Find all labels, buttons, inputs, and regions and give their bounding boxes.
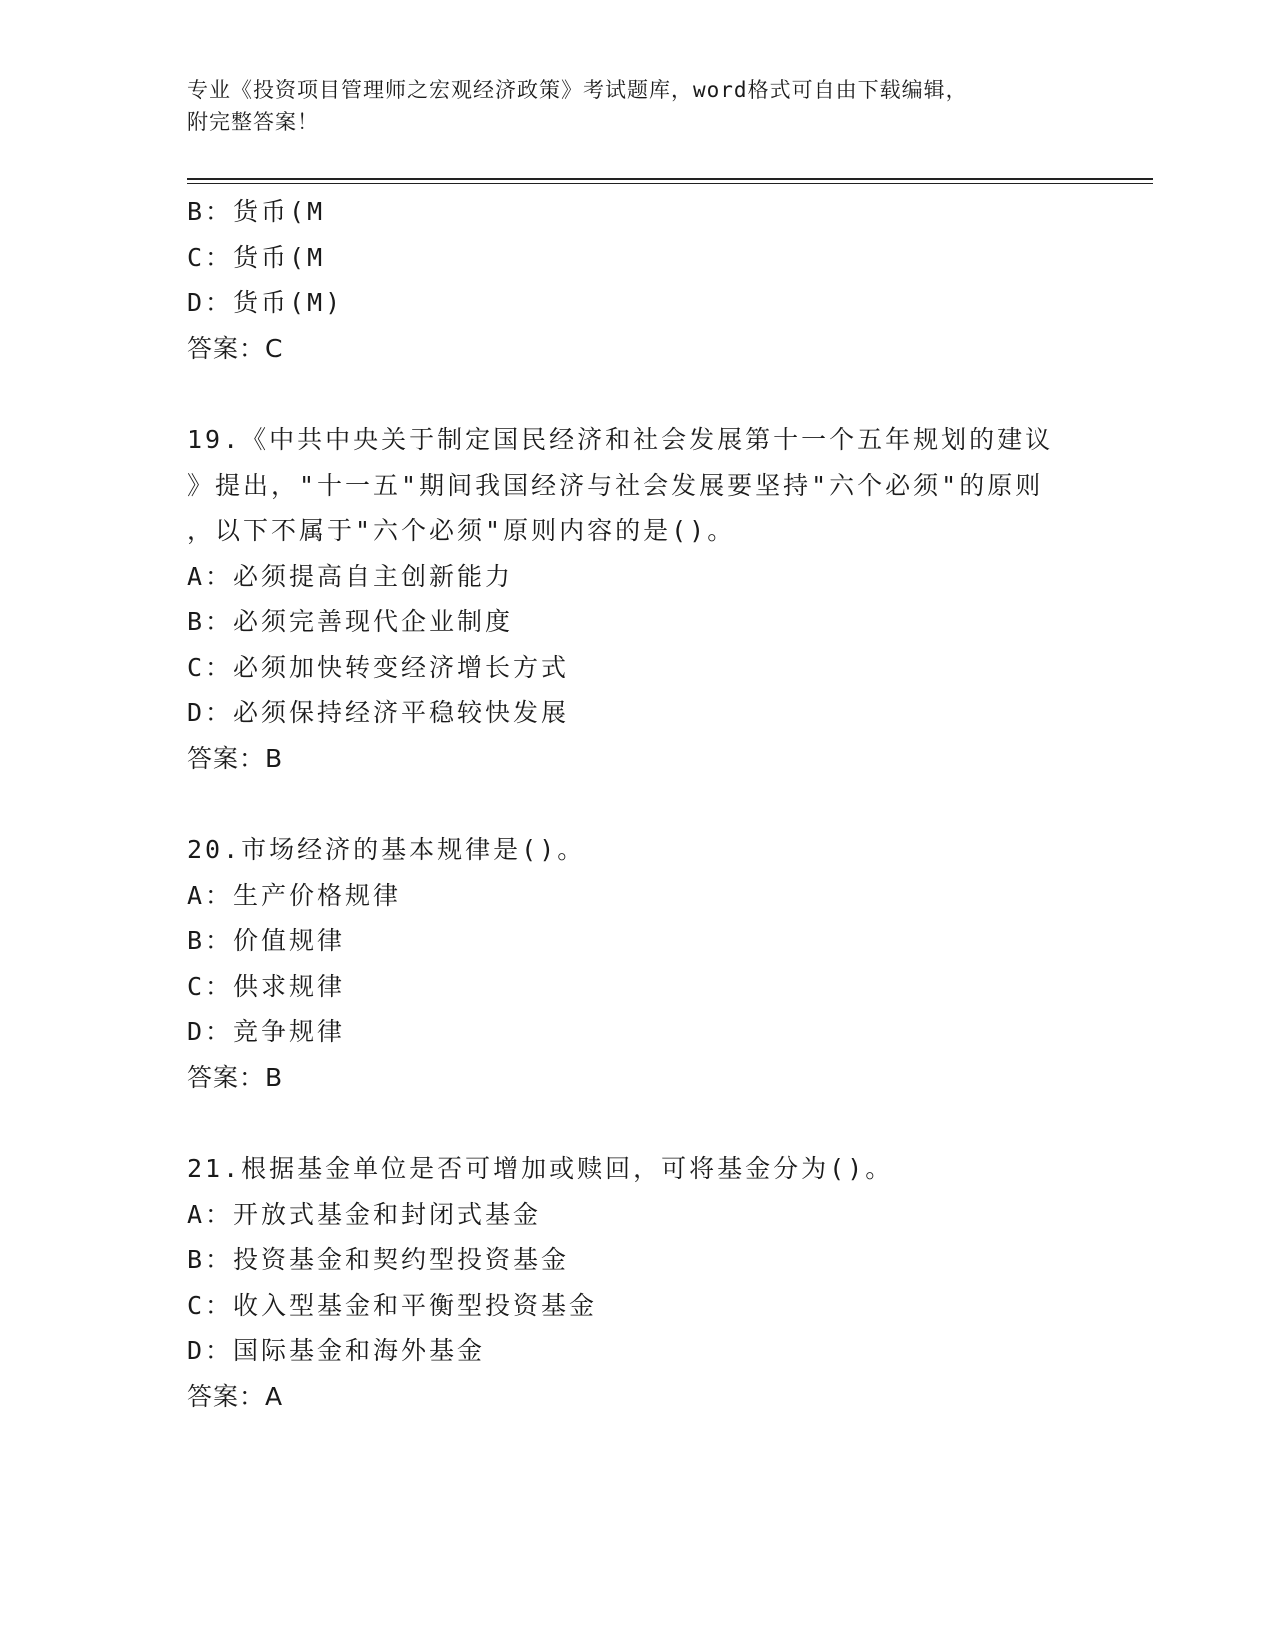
option-c: C：货币(M (187, 242, 326, 272)
question-stem-line: 》提出，"十一五"期间我国经济与社会发展要坚持"六个必须"的原则 (187, 470, 1044, 500)
option-a: A：生产价格规律 (187, 880, 402, 910)
header-divider-thin (187, 183, 1153, 184)
option-c: C：供求规律 (187, 971, 346, 1001)
option-b: B：投资基金和契约型投资基金 (187, 1245, 570, 1274)
question-block-21 (187, 1146, 1087, 1419)
question-block-19 (187, 417, 1087, 781)
answer-line: 答案：C (187, 333, 284, 363)
question-stem-line: 19.《中共中央关于制定国民经济和社会发展第十一个五年规划的建议 (187, 425, 1054, 454)
answer-line: 答案：B (187, 1062, 284, 1092)
option-b: B：价值规律 (187, 926, 346, 955)
option-a: A：必须提高自主创新能力 (187, 561, 514, 591)
question-block-18-tail (187, 189, 1087, 371)
question-stem-line: 21.根据基金单位是否可增加或赎回，可将基金分为()。 (187, 1154, 894, 1183)
answer-line: 答案：A (187, 1381, 284, 1411)
option-d: D：竞争规律 (187, 1017, 346, 1046)
option-b: B：货币(M (187, 197, 326, 226)
header-line-1: 专业《投资项目管理师之宏观经济政策》考试题库，word格式可自由下载编辑， (187, 78, 968, 102)
option-c: C：必须加快转变经济增长方式 (187, 652, 570, 682)
option-c: C：收入型基金和平衡型投资基金 (187, 1290, 598, 1320)
question-block-20 (187, 827, 1087, 1100)
header-divider-thick (187, 178, 1153, 180)
option-d: D：国际基金和海外基金 (187, 1336, 486, 1365)
option-d: D：必须保持经济平稳较快发展 (187, 698, 570, 727)
option-a: A：开放式基金和封闭式基金 (187, 1199, 542, 1229)
header-line-2: 附完整答案！ (187, 110, 319, 134)
document-header (187, 74, 1067, 138)
question-stem-line: 20.市场经济的基本规律是()。 (187, 835, 586, 864)
question-stem-line: ，以下不属于"六个必须"原则内容的是()。 (187, 516, 736, 545)
option-b: B：必须完善现代企业制度 (187, 607, 514, 636)
question-list (187, 189, 1087, 1419)
option-d: D：货币(M) (187, 288, 344, 317)
answer-line: 答案：B (187, 743, 284, 773)
